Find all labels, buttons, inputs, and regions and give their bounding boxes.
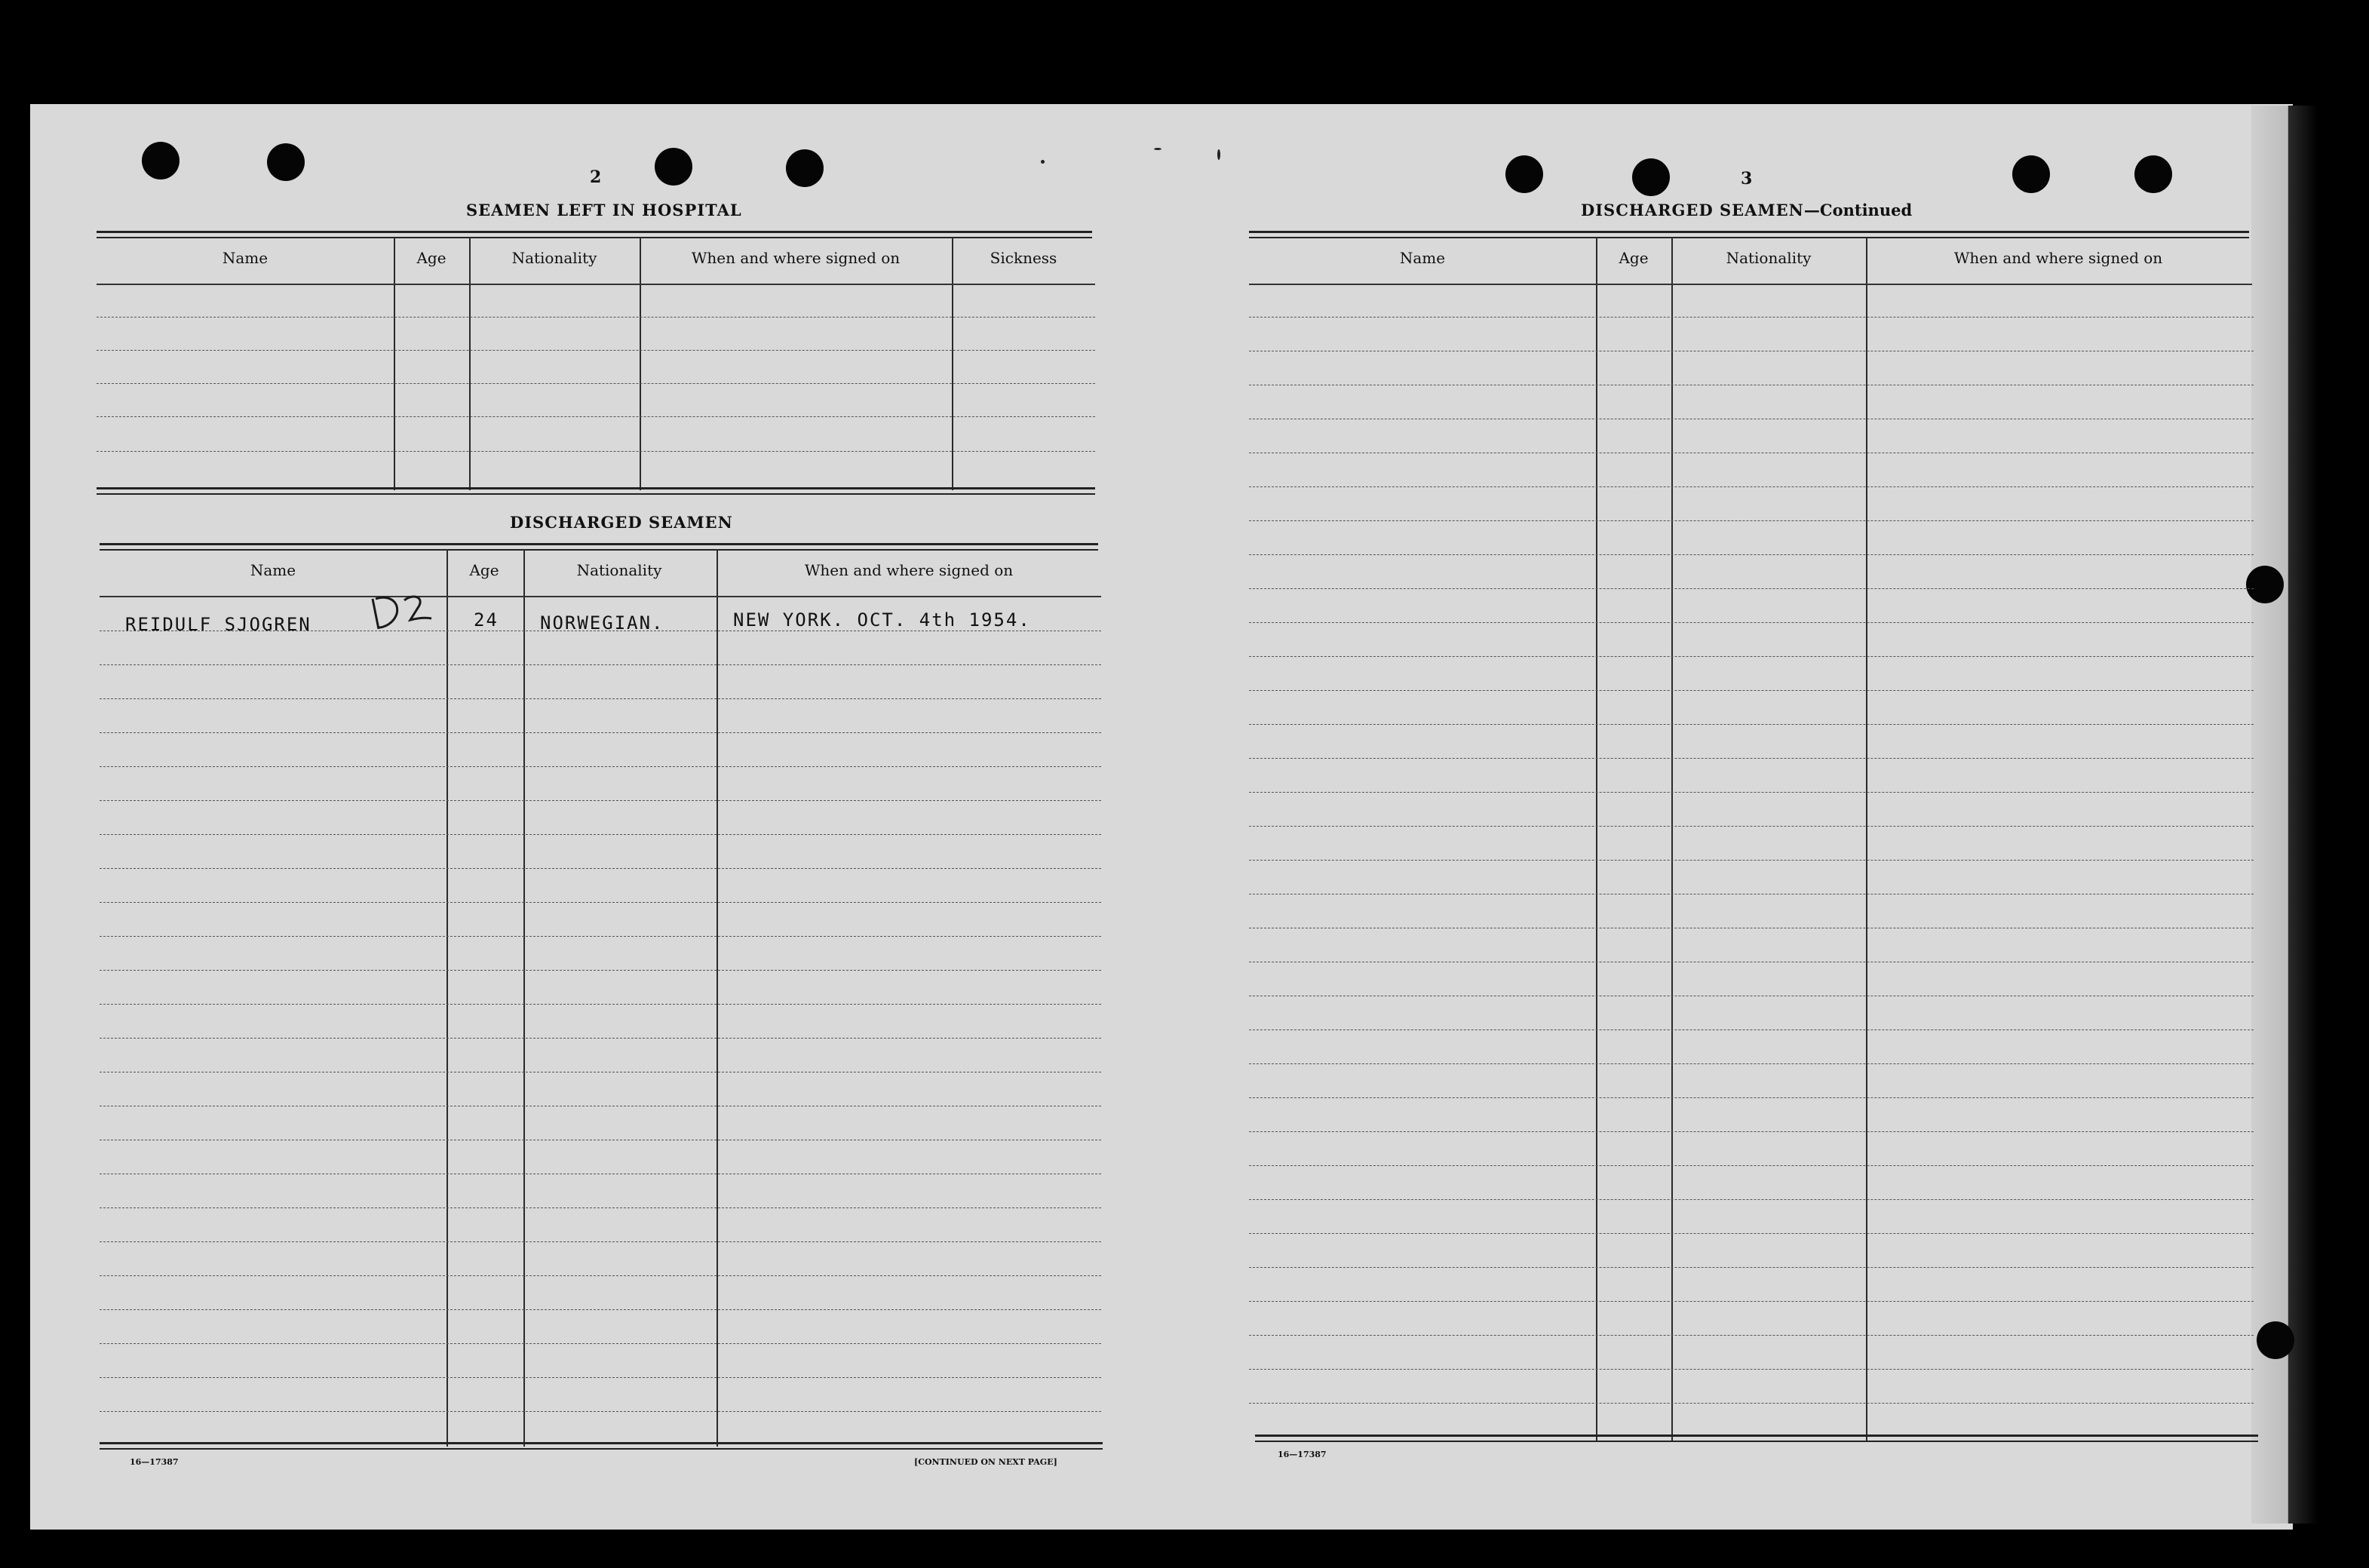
punch-hole (786, 149, 824, 187)
ledger-row-line (100, 1207, 1101, 1208)
hospital-section-title: SEAMEN LEFT IN HOSPITAL (466, 201, 742, 219)
hospital-table-top-rule-2 (97, 237, 1092, 238)
ledger-row-line (1249, 1097, 2254, 1098)
ledger-row-line (1249, 1403, 2254, 1404)
hospital-row-line (97, 350, 1095, 351)
paper-speck (1154, 148, 1161, 150)
seaman-signed-on: NEW YORK. OCT. 4th 1954. (733, 609, 1031, 631)
ledger-row-line (100, 1411, 1101, 1412)
seaman-nationality: NORWEGIAN. (540, 612, 664, 634)
discharged-divider (523, 549, 525, 1447)
hospital-col-sickness: Sickness (990, 249, 1057, 267)
ledger-row-line (100, 766, 1101, 767)
right-section-title-main: DISCHARGED SEAMEN (1581, 201, 1804, 219)
ledger-row-line (1249, 486, 2254, 487)
ledger-row-line (1249, 1301, 2254, 1302)
ledger-row-line (1249, 1063, 2254, 1064)
hospital-table-bottom-rule (97, 487, 1095, 489)
ledger-row-line (1249, 758, 2254, 759)
ledger-row-line (1249, 1199, 2254, 1200)
discharged-table-top-rule-2 (100, 549, 1098, 551)
right-col-name: Name (1399, 249, 1446, 267)
right-divider (1671, 237, 1673, 1441)
ledger-row-line (1249, 1131, 2254, 1132)
right-section-title (1581, 201, 1912, 219)
right-col-nationality: Nationality (1726, 249, 1812, 267)
right-header-rule (1249, 284, 2252, 285)
discharged-divider (446, 549, 448, 1447)
hospital-divider (640, 237, 641, 490)
ledger-row-line (100, 1309, 1101, 1310)
ledger-row-line (100, 1038, 1101, 1039)
handwritten-annotation (368, 590, 436, 635)
discharged-divider (717, 549, 718, 1447)
hospital-divider (952, 237, 953, 490)
ledger-row-line (1249, 622, 2254, 623)
discharged-table-top-rule (100, 543, 1098, 545)
ledger-row-line (1249, 656, 2254, 657)
discharged-col-nationality: Nationality (576, 561, 662, 579)
discharged-table-bottom-rule (100, 1442, 1103, 1444)
hospital-col-name: Name (222, 249, 269, 267)
ledger-row-line (1249, 1335, 2254, 1336)
punch-hole (2012, 155, 2050, 193)
seaman-age: 24 (474, 609, 499, 631)
page-number-left: 2 (590, 167, 602, 187)
ledger-row-line (1249, 690, 2254, 691)
ledger-row-line (100, 698, 1101, 699)
ledger-row-line (1249, 1029, 2254, 1030)
punch-hole (267, 143, 305, 181)
page-number-right: 3 (1741, 169, 1753, 189)
right-divider (1596, 237, 1597, 1441)
ledger-row-line (1249, 554, 2254, 555)
discharged-col-signed-on: When and where signed on (804, 561, 1014, 579)
hospital-table-bottom-rule-2 (97, 493, 1095, 495)
ledger-row-line (100, 868, 1101, 869)
discharged-col-name: Name (250, 561, 296, 579)
document-sheet (30, 104, 2293, 1530)
punch-hole (2246, 566, 2284, 603)
punch-hole (142, 142, 180, 180)
ledger-row-line (1249, 792, 2254, 793)
punch-hole (2134, 155, 2172, 193)
hospital-divider (394, 237, 395, 490)
hospital-col-age: Age (416, 249, 446, 267)
punch-hole (655, 148, 692, 186)
ledger-row-line (1249, 826, 2254, 827)
right-col-signed-on: When and where signed on (1953, 249, 2163, 267)
right-divider (1866, 237, 1867, 1441)
right-table-bottom-rule (1255, 1435, 2258, 1437)
ledger-row-line (100, 970, 1101, 971)
seaman-name: REIDULF SJOGREN (125, 614, 311, 635)
ledger-row-line (100, 1241, 1101, 1242)
ledger-row-line (1249, 317, 2254, 318)
right-section-title-suffix: —Continued (1803, 201, 1913, 219)
ledger-row-line (100, 1275, 1101, 1276)
hospital-col-signed-on: When and where signed on (691, 249, 901, 267)
discharged-table-bottom-rule-2 (100, 1448, 1103, 1450)
punch-hole (1632, 158, 1670, 196)
right-table-bottom-rule-2 (1255, 1441, 2258, 1442)
hospital-row-line (97, 451, 1095, 452)
ledger-row-line (100, 800, 1101, 801)
discharged-col-age: Age (469, 561, 499, 579)
ledger-row-line (100, 902, 1101, 903)
hospital-row-line (97, 416, 1095, 417)
ledger-row-line (1249, 860, 2254, 861)
punch-hole (1505, 155, 1543, 193)
ledger-row-line (100, 1004, 1101, 1005)
continued-note: [CONTINUED ON NEXT PAGE] (914, 1457, 1057, 1467)
ledger-row-line (100, 664, 1101, 665)
ledger-row-line (1249, 520, 2254, 521)
ledger-row-line (100, 834, 1101, 835)
ledger-row-line (1249, 1233, 2254, 1234)
ledger-row-line (100, 1343, 1101, 1344)
hospital-row-line (97, 317, 1095, 318)
hospital-divider (469, 237, 471, 490)
paper-speck (1041, 160, 1045, 164)
ledger-row-line (1249, 1369, 2254, 1370)
paper-speck (1217, 149, 1220, 160)
hospital-row-line (97, 383, 1095, 384)
hospital-col-nationality: Nationality (511, 249, 597, 267)
discharged-section-title: DISCHARGED SEAMEN (510, 513, 733, 532)
right-table-top-rule (1249, 231, 2249, 233)
page-edge (2251, 106, 2318, 1524)
ledger-row-line (100, 1377, 1101, 1378)
ledger-row-line (1249, 1165, 2254, 1166)
form-number-right: 16—17387 (1278, 1450, 1327, 1459)
form-number-left: 16—17387 (130, 1457, 179, 1467)
hospital-table-top-rule (97, 231, 1092, 233)
punch-hole (2257, 1321, 2294, 1359)
ledger-row-line (1249, 1267, 2254, 1268)
ledger-row-line (100, 936, 1101, 937)
right-col-age: Age (1619, 249, 1649, 267)
ledger-row-line (1249, 724, 2254, 725)
hospital-header-rule (97, 284, 1095, 285)
right-table-top-rule-2 (1249, 237, 2249, 238)
discharged-header-rule (100, 596, 1101, 597)
ledger-row-line (1249, 588, 2254, 589)
ledger-row-line (100, 732, 1101, 733)
